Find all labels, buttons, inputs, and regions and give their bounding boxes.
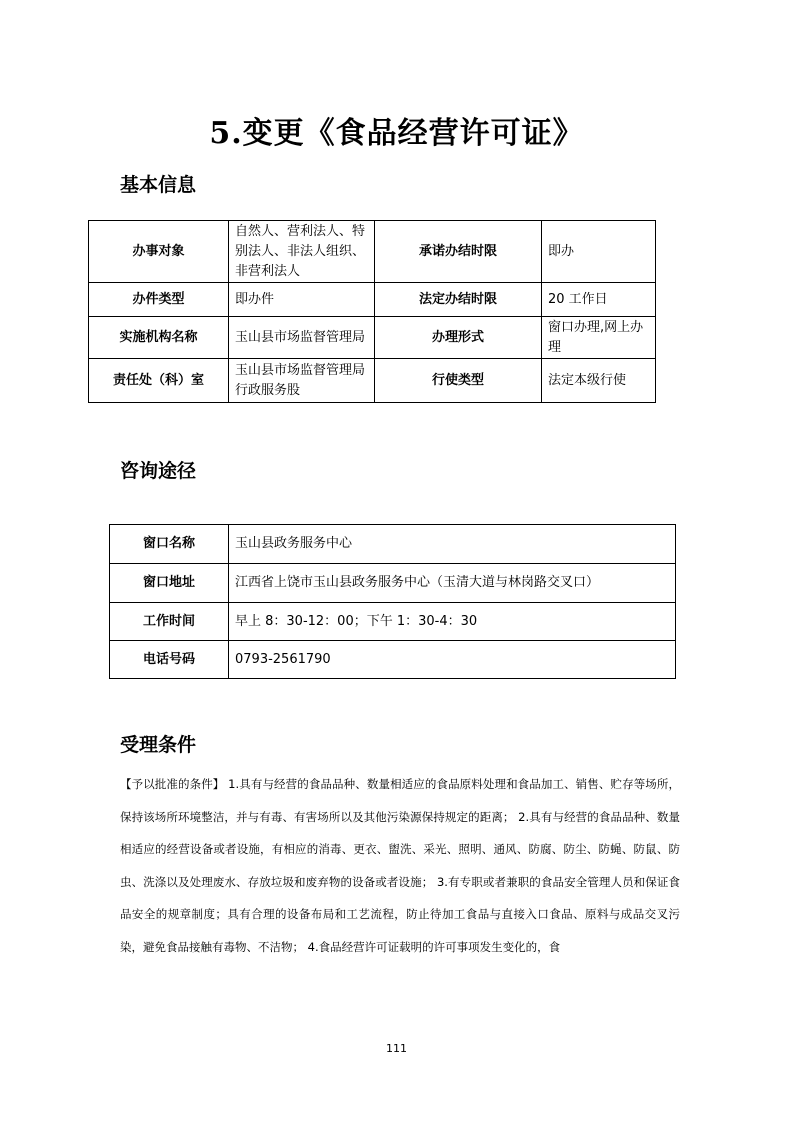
table-row [89, 359, 656, 403]
table-value: 0793-2561790 [229, 641, 676, 679]
table-label: 法定办结时限 [375, 283, 542, 317]
table-value: 法定本级行使 [542, 359, 656, 403]
table-label: 办理形式 [375, 317, 542, 359]
table-label: 责任处（科）室 [89, 359, 229, 403]
table-label: 窗口名称 [110, 525, 229, 564]
table-row [89, 317, 656, 359]
basic-info-table [88, 220, 656, 403]
table-row [110, 603, 676, 641]
table-value: 江西省上饶市玉山县政务服务中心（玉清大道与林岗路交叉口） [229, 564, 676, 603]
page-title: 5.变更《食品经营许可证》 [209, 116, 584, 151]
table-row [110, 564, 676, 603]
section-heading-consult: 咨询途径 [120, 460, 197, 482]
conditions-paragraph: 【予以批准的条件】 1.具有与经营的食品品种、数量相适应的食品原料处理和食品加工、销售、贮存等场所，保持该场所环境整洁，并与有毒、有害场所以及其他污染源保持规定的距离； 2.具有与经营的食品品种、数量相适应的经营设备或者设施，有相应的消毒、更衣、盥洗、采光、照明、通风、防腐、防尘、防蝇、防鼠、防虫、洗涤以及处理废水、存放垃圾和废弃物的设备或者设施； 3.有专职或者兼职的食品安全管理人员和保证食品安全的规章制度；具有合理的设备布局和工艺流程，防止待加工食品与直接入口食品、原料与成品交叉污染，避免食品接触有毒物、不洁物； 4.食品经营许可证载明的许可事项发生变化的，食 [120, 777, 680, 954]
table-value: 玉山县市场监督管理局 [229, 317, 375, 359]
table-label: 电话号码 [110, 641, 229, 679]
table-value: 20 工作日 [542, 283, 656, 317]
table-value: 玉山县市场监督管理局行政服务股 [229, 359, 375, 403]
section-heading-basic-info: 基本信息 [120, 174, 197, 196]
table-value: 自然人、营利法人、特别法人、非法人组织、非营利法人 [229, 221, 375, 283]
table-row [110, 641, 676, 679]
table-row [89, 221, 656, 283]
table-label: 办事对象 [89, 221, 229, 283]
table-label: 行使类型 [375, 359, 542, 403]
table-value: 即办件 [229, 283, 375, 317]
table-value: 即办 [542, 221, 656, 283]
table-value: 早上 8：30-12：00；下午 1：30-4：30 [229, 603, 676, 641]
table-label: 实施机构名称 [89, 317, 229, 359]
page-number: 111 [386, 1042, 407, 1055]
table-row [110, 525, 676, 564]
table-label: 承诺办结时限 [375, 221, 542, 283]
table-value: 窗口办理,网上办理 [542, 317, 656, 359]
table-value: 玉山县政务服务中心 [229, 525, 676, 564]
section-heading-conditions: 受理条件 [120, 734, 197, 756]
table-label: 工作时间 [110, 603, 229, 641]
table-label: 窗口地址 [110, 564, 229, 603]
table-label: 办件类型 [89, 283, 229, 317]
table-row [89, 283, 656, 317]
consult-table [109, 524, 676, 679]
